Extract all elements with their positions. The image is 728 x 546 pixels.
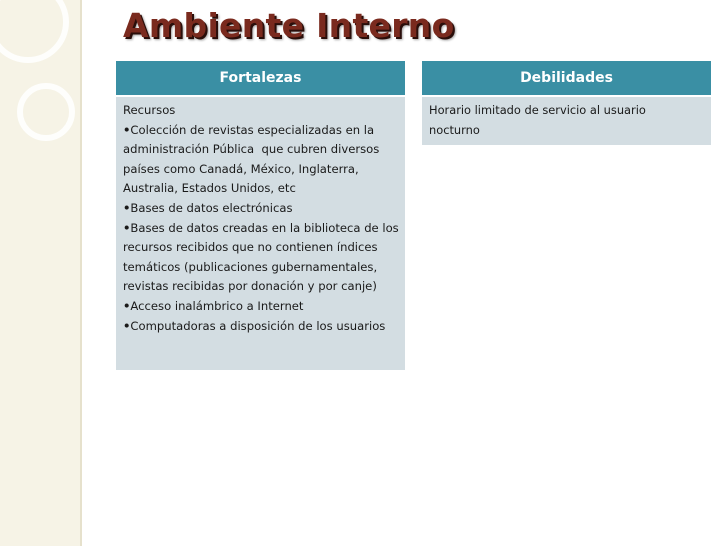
list-item-cont: Australia, Estados Unidos, etc	[123, 181, 296, 196]
fortalezas-body	[116, 97, 405, 370]
slide-title: Ambiente Interno	[123, 6, 455, 45]
list-item: •Acceso inalámbrico a Internet	[123, 298, 304, 313]
fortalezas-panel	[116, 61, 405, 370]
list-item-cont: temáticos (publicaciones gubernamentales,	[123, 259, 378, 274]
list-item-cont: revistas recibidas por donación y por canje)	[123, 279, 377, 294]
debilidades-text-line: Horario limitado de servicio al usuario	[429, 103, 646, 117]
debilidades-panel	[422, 61, 711, 145]
debilidades-text-line: nocturno	[429, 122, 480, 137]
list-item-cont: países como Canadá, México, Inglaterra,	[123, 161, 359, 176]
bullet-icon: •	[123, 220, 131, 235]
list-item-cont: administración Pública que cubren diversos	[123, 142, 380, 157]
bullet-icon: •	[123, 318, 131, 333]
decorative-circles	[0, 0, 82, 160]
bullet-icon: •	[123, 122, 131, 137]
bullet-icon: •	[123, 200, 131, 215]
fortalezas-header: Fortalezas	[116, 61, 405, 95]
list-item: •Bases de datos creadas en la biblioteca de los	[123, 220, 399, 235]
list-item-cont: recursos recibidos que no contienen índices	[123, 240, 378, 255]
list-item: •Computadoras a disposición de los usuarios	[123, 318, 386, 333]
bullet-icon: •	[123, 298, 131, 313]
debilidades-body	[422, 97, 711, 145]
fortalezas-intro: Recursos	[123, 103, 176, 117]
list-item: •Colección de revistas especializadas en la	[123, 122, 375, 137]
list-item: •Bases de datos electrónicas	[123, 200, 293, 215]
debilidades-header: Debilidades	[422, 61, 711, 95]
